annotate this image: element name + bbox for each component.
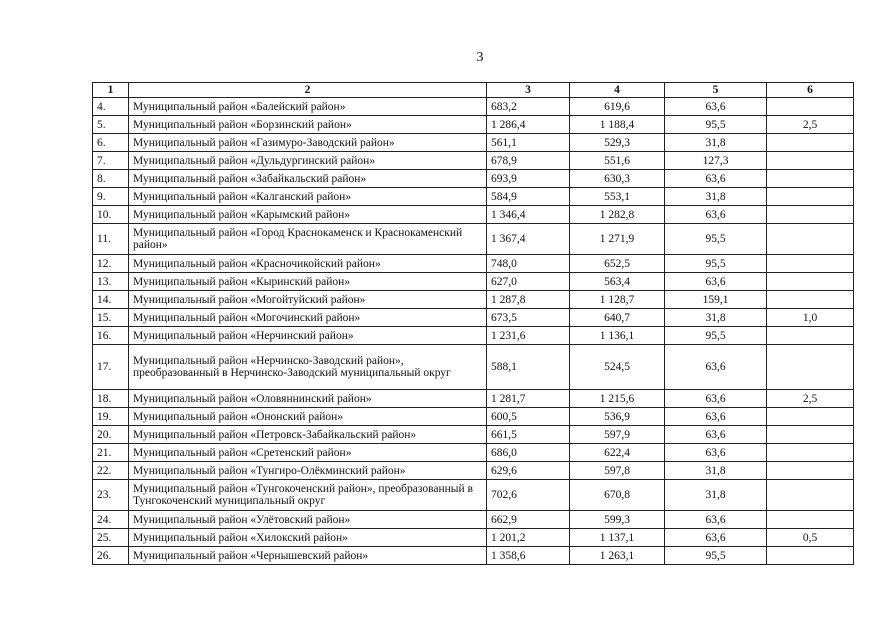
col6-value (767, 188, 854, 206)
col4-value: 622,4 (570, 444, 665, 462)
col5-value: 63,6 (665, 206, 767, 224)
header-col-3: 3 (487, 83, 570, 98)
col6-value (767, 291, 854, 309)
col4-value: 1 188,4 (570, 116, 665, 134)
col6-value (767, 480, 854, 511)
col4-value: 524,5 (570, 345, 665, 390)
col4-value: 1 136,1 (570, 327, 665, 345)
col6-value (767, 547, 854, 565)
col3-value: 600,5 (487, 408, 570, 426)
table-row (93, 224, 854, 255)
row-number: 16. (93, 327, 129, 345)
table-header-row (93, 83, 854, 98)
municipality-name: Муниципальный район «Балейский район» (129, 98, 487, 116)
table-row (93, 547, 854, 565)
municipality-name: Муниципальный район «Петровск-Забайкальский район» (129, 426, 487, 444)
table-row (93, 116, 854, 134)
header-col-4: 4 (570, 83, 665, 98)
header-col-2: 2 (129, 83, 487, 98)
col3-value: 1 367,4 (487, 224, 570, 255)
row-number: 21. (93, 444, 129, 462)
table-row (93, 188, 854, 206)
col3-value: 627,0 (487, 273, 570, 291)
col3-value: 683,2 (487, 98, 570, 116)
row-number: 22. (93, 462, 129, 480)
col4-value: 1 137,1 (570, 529, 665, 547)
col6-value (767, 426, 854, 444)
col6-value (767, 134, 854, 152)
col5-value: 31,8 (665, 309, 767, 327)
col3-value: 629,6 (487, 462, 570, 480)
col6-value: 2,5 (767, 390, 854, 408)
col5-value: 31,8 (665, 480, 767, 511)
table-row (93, 170, 854, 188)
col4-value: 630,3 (570, 170, 665, 188)
row-number: 26. (93, 547, 129, 565)
col4-value: 640,7 (570, 309, 665, 327)
col4-value: 563,4 (570, 273, 665, 291)
municipality-name: Муниципальный район «Дульдургинский район» (129, 152, 487, 170)
col3-value: 678,9 (487, 152, 570, 170)
col4-value: 1 271,9 (570, 224, 665, 255)
table-row (93, 152, 854, 170)
table-row (93, 511, 854, 529)
col5-value: 127,3 (665, 152, 767, 170)
row-number: 7. (93, 152, 129, 170)
col3-value: 686,0 (487, 444, 570, 462)
col3-value: 1 231,6 (487, 327, 570, 345)
col6-value: 1,0 (767, 309, 854, 327)
table-row (93, 255, 854, 273)
col6-value: 2,5 (767, 116, 854, 134)
col6-value (767, 98, 854, 116)
col3-value: 673,5 (487, 309, 570, 327)
municipality-name: Муниципальный район «Нерчинско-Заводский район», преобразованный в Нерчинско-Заводский муниципальный округ (129, 345, 487, 390)
col5-value: 95,5 (665, 547, 767, 565)
col4-value: 553,1 (570, 188, 665, 206)
col3-value: 1 287,8 (487, 291, 570, 309)
col6-value (767, 511, 854, 529)
municipality-name: Муниципальный район «Город Краснокаменск и Краснокаменский район» (129, 224, 487, 255)
col6-value (767, 255, 854, 273)
municipality-name: Муниципальный район «Красночикойский район» (129, 255, 487, 273)
col6-value: 0,5 (767, 529, 854, 547)
col4-value: 597,9 (570, 426, 665, 444)
row-number: 23. (93, 480, 129, 511)
header-col-6: 6 (767, 83, 854, 98)
col4-value: 652,5 (570, 255, 665, 273)
municipality-name: Муниципальный район «Борзинский район» (129, 116, 487, 134)
municipality-name: Муниципальный район «Забайкальский район» (129, 170, 487, 188)
col6-value (767, 152, 854, 170)
col5-value: 95,5 (665, 327, 767, 345)
col4-value: 619,6 (570, 98, 665, 116)
col4-value: 529,3 (570, 134, 665, 152)
row-number: 15. (93, 309, 129, 327)
row-number: 18. (93, 390, 129, 408)
col3-value: 1 346,4 (487, 206, 570, 224)
col6-value (767, 408, 854, 426)
data-table (92, 82, 854, 565)
col5-value: 63,6 (665, 408, 767, 426)
col6-value (767, 273, 854, 291)
row-number: 25. (93, 529, 129, 547)
col5-value: 63,6 (665, 426, 767, 444)
col5-value: 63,6 (665, 390, 767, 408)
col3-value: 693,9 (487, 170, 570, 188)
municipality-name: Муниципальный район «Кыринский район» (129, 273, 487, 291)
row-number: 5. (93, 116, 129, 134)
col3-value: 661,5 (487, 426, 570, 444)
table-row (93, 206, 854, 224)
col5-value: 95,5 (665, 116, 767, 134)
col3-value: 588,1 (487, 345, 570, 390)
col4-value: 1 215,6 (570, 390, 665, 408)
col5-value: 31,8 (665, 462, 767, 480)
municipality-name: Муниципальный район «Тунгиро-Олёкминский район» (129, 462, 487, 480)
col5-value: 95,5 (665, 224, 767, 255)
row-number: 8. (93, 170, 129, 188)
col3-value: 1 201,2 (487, 529, 570, 547)
row-number: 24. (93, 511, 129, 529)
col4-value: 1 282,8 (570, 206, 665, 224)
col5-value: 63,6 (665, 529, 767, 547)
col6-value (767, 170, 854, 188)
row-number: 14. (93, 291, 129, 309)
table-row (93, 345, 854, 390)
col3-value: 662,9 (487, 511, 570, 529)
col5-value: 63,6 (665, 511, 767, 529)
municipality-name: Муниципальный район «Газимуро-Заводский район» (129, 134, 487, 152)
municipality-name: Муниципальный район «Чернышевский район» (129, 547, 487, 565)
col6-value (767, 327, 854, 345)
municipality-name: Муниципальный район «Сретенский район» (129, 444, 487, 462)
row-number: 12. (93, 255, 129, 273)
col4-value: 1 128,7 (570, 291, 665, 309)
table-row (93, 480, 854, 511)
col4-value: 536,9 (570, 408, 665, 426)
col4-value: 597,8 (570, 462, 665, 480)
col5-value: 63,6 (665, 98, 767, 116)
table-row (93, 291, 854, 309)
col5-value: 63,6 (665, 444, 767, 462)
col6-value (767, 462, 854, 480)
row-number: 19. (93, 408, 129, 426)
col5-value: 63,6 (665, 273, 767, 291)
col5-value: 159,1 (665, 291, 767, 309)
municipality-name: Муниципальный район «Ононский район» (129, 408, 487, 426)
table-row (93, 134, 854, 152)
municipality-name: Муниципальный район «Оловяннинский район» (129, 390, 487, 408)
table-row (93, 426, 854, 444)
col3-value: 584,9 (487, 188, 570, 206)
municipality-name: Муниципальный район «Могочинский район» (129, 309, 487, 327)
col5-value: 31,8 (665, 188, 767, 206)
col3-value: 561,1 (487, 134, 570, 152)
table-row (93, 98, 854, 116)
table-row (93, 309, 854, 327)
row-number: 13. (93, 273, 129, 291)
table-row (93, 273, 854, 291)
col3-value: 702,6 (487, 480, 570, 511)
header-col-1: 1 (93, 83, 129, 98)
table-row (93, 390, 854, 408)
municipality-name: Муниципальный район «Нерчинский район» (129, 327, 487, 345)
table-row (93, 462, 854, 480)
col5-value: 95,5 (665, 255, 767, 273)
row-number: 9. (93, 188, 129, 206)
col6-value (767, 206, 854, 224)
municipality-name: Муниципальный район «Тунгокоченский район», преобразованный в Тунгокоченский муниципальный округ (129, 480, 487, 511)
table-row (93, 327, 854, 345)
col4-value: 670,8 (570, 480, 665, 511)
col3-value: 1 358,6 (487, 547, 570, 565)
municipality-name: Муниципальный район «Карымский район» (129, 206, 487, 224)
municipality-name: Муниципальный район «Хилокский район» (129, 529, 487, 547)
col4-value: 1 263,1 (570, 547, 665, 565)
row-number: 11. (93, 224, 129, 255)
col6-value (767, 224, 854, 255)
municipality-name: Муниципальный район «Улётовский район» (129, 511, 487, 529)
row-number: 17. (93, 345, 129, 390)
col5-value: 31,8 (665, 134, 767, 152)
header-col-5: 5 (665, 83, 767, 98)
row-number: 20. (93, 426, 129, 444)
col3-value: 1 281,7 (487, 390, 570, 408)
col5-value: 63,6 (665, 345, 767, 390)
col6-value (767, 444, 854, 462)
table-row (93, 529, 854, 547)
col6-value (767, 345, 854, 390)
row-number: 6. (93, 134, 129, 152)
col5-value: 63,6 (665, 170, 767, 188)
col3-value: 748,0 (487, 255, 570, 273)
table-body (93, 98, 854, 565)
col4-value: 599,3 (570, 511, 665, 529)
row-number: 10. (93, 206, 129, 224)
col4-value: 551,6 (570, 152, 665, 170)
municipality-name: Муниципальный район «Калганский район» (129, 188, 487, 206)
page-number: 3 (476, 50, 484, 65)
row-number: 4. (93, 98, 129, 116)
table-row (93, 444, 854, 462)
table-row (93, 408, 854, 426)
col3-value: 1 286,4 (487, 116, 570, 134)
municipality-name: Муниципальный район «Могойтуйский район» (129, 291, 487, 309)
